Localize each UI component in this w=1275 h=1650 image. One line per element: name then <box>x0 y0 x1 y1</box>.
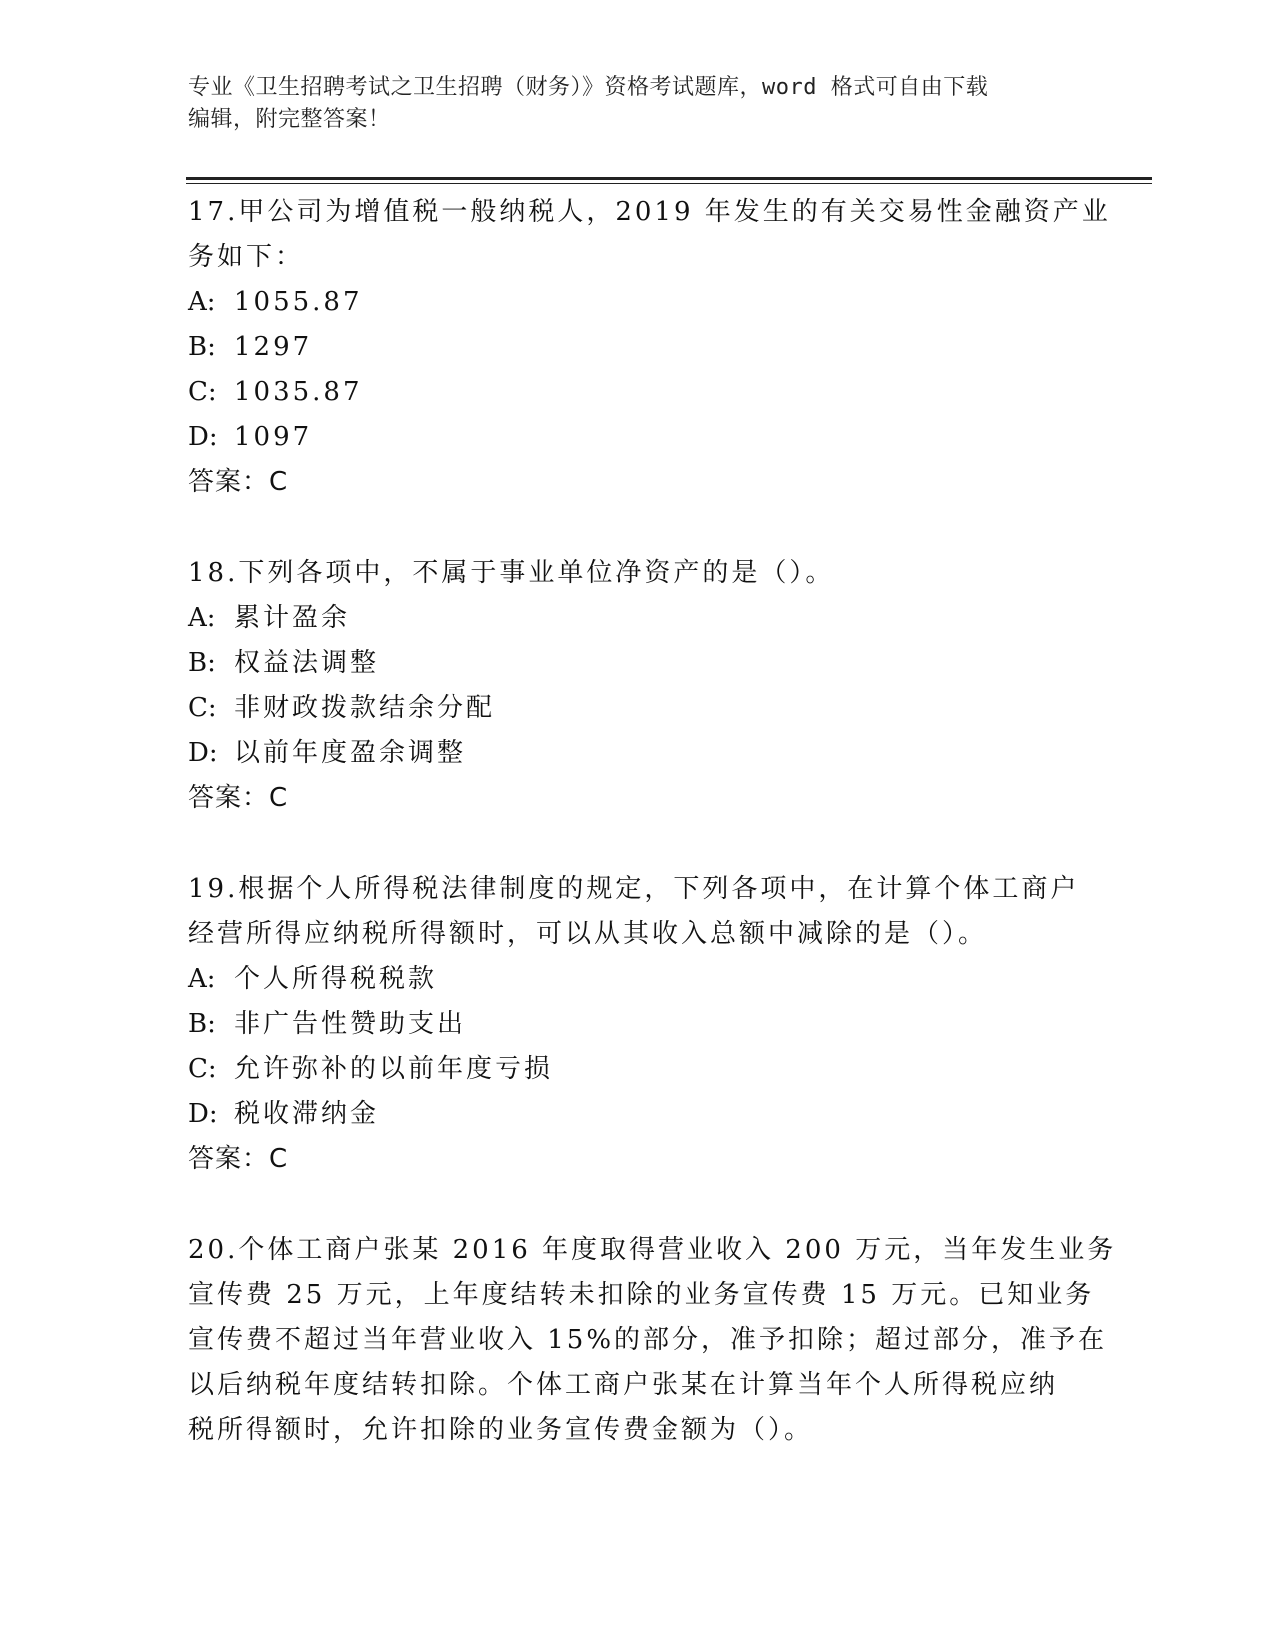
option-c <box>188 1047 1088 1092</box>
question-text-line: 经营所得应纳税所得额时，可以从其收入总额中减除的是（）。 <box>188 919 988 949</box>
question-list <box>188 190 1117 1453</box>
option-a <box>188 957 1088 1002</box>
option-letter: A: <box>188 287 216 317</box>
option-text: 个人所得税税款 <box>234 964 438 994</box>
option-b <box>188 325 1088 370</box>
question-text-line: 17.甲公司为增值税一般纳税人，2019 年发生的有关交易性金融资产业 <box>188 197 1111 227</box>
option-c <box>188 686 1088 731</box>
option-letter: A: <box>188 603 216 633</box>
question-text-line: 宣传费 25 万元，上年度结转未扣除的业务宣传费 15 万元。已知业务 <box>188 1280 1095 1310</box>
header-line-2: 编辑，附完整答案！ <box>188 107 391 132</box>
option-text: 1035.87 <box>234 377 363 407</box>
header-divider-thin <box>186 183 1152 184</box>
answer-line: 答案：C <box>188 1144 289 1174</box>
question-spacer <box>188 505 1088 551</box>
option-b <box>188 641 1088 686</box>
option-letter: D: <box>188 422 218 452</box>
question-19 <box>188 867 1088 1182</box>
question-text-line: 以后纳税年度结转扣除。个体工商户张某在计算当年个人所得税应纳 <box>188 1370 1059 1400</box>
option-letter: C: <box>188 377 217 407</box>
option-c <box>188 370 1088 415</box>
option-text: 累计盈余 <box>234 603 351 633</box>
question-text-line: 税所得额时，允许扣除的业务宣传费金额为（）。 <box>188 1415 814 1445</box>
option-text: 权益法调整 <box>234 648 380 678</box>
header-line-1: 专业《卫生招聘考试之卫生招聘（财务）》资格考试题库，word 格式可自由下载 <box>188 75 989 100</box>
option-letter: A: <box>188 964 216 994</box>
question-text-line: 18.下列各项中，不属于事业单位净资产的是（）。 <box>188 558 835 588</box>
option-a <box>188 596 1088 641</box>
document-header <box>188 72 1068 136</box>
option-letter: B: <box>188 332 216 362</box>
question-17 <box>188 190 1111 505</box>
option-text: 以前年度盈余调整 <box>234 738 467 768</box>
option-letter: C: <box>188 1054 217 1084</box>
question-text-line: 务如下： <box>188 242 305 272</box>
question-spacer <box>188 1182 1088 1228</box>
option-d <box>188 415 1088 460</box>
question-spacer <box>188 821 1088 867</box>
option-letter: B: <box>188 1009 216 1039</box>
option-a <box>188 280 1088 325</box>
option-text: 允许弥补的以前年度亏损 <box>234 1054 554 1084</box>
option-text: 1097 <box>234 422 313 452</box>
option-text: 非广告性赞助支出 <box>234 1009 467 1039</box>
answer-line: 答案：C <box>188 467 289 497</box>
question-text-line: 20.个体工商户张某 2016 年度取得营业收入 200 万元，当年发生业务 <box>188 1235 1117 1265</box>
option-text: 1055.87 <box>234 287 363 317</box>
option-text: 1297 <box>234 332 313 362</box>
option-d <box>188 731 1088 776</box>
header-divider-thick <box>186 177 1152 180</box>
option-letter: C: <box>188 693 217 723</box>
answer-line: 答案：C <box>188 783 289 813</box>
option-letter: D: <box>188 1099 218 1129</box>
question-18 <box>188 551 1088 821</box>
option-text: 税收滞纳金 <box>234 1099 380 1129</box>
option-d <box>188 1092 1088 1137</box>
question-text-line: 19.根据个人所得税法律制度的规定，下列各项中，在计算个体工商户 <box>188 874 1080 904</box>
option-b <box>188 1002 1088 1047</box>
option-letter: D: <box>188 738 218 768</box>
option-letter: B: <box>188 648 216 678</box>
question-text-line: 宣传费不超过当年营业收入 15%的部分，准予扣除；超过部分，准予在 <box>188 1325 1108 1355</box>
question-20 <box>188 1228 1117 1453</box>
option-text: 非财政拨款结余分配 <box>234 693 496 723</box>
